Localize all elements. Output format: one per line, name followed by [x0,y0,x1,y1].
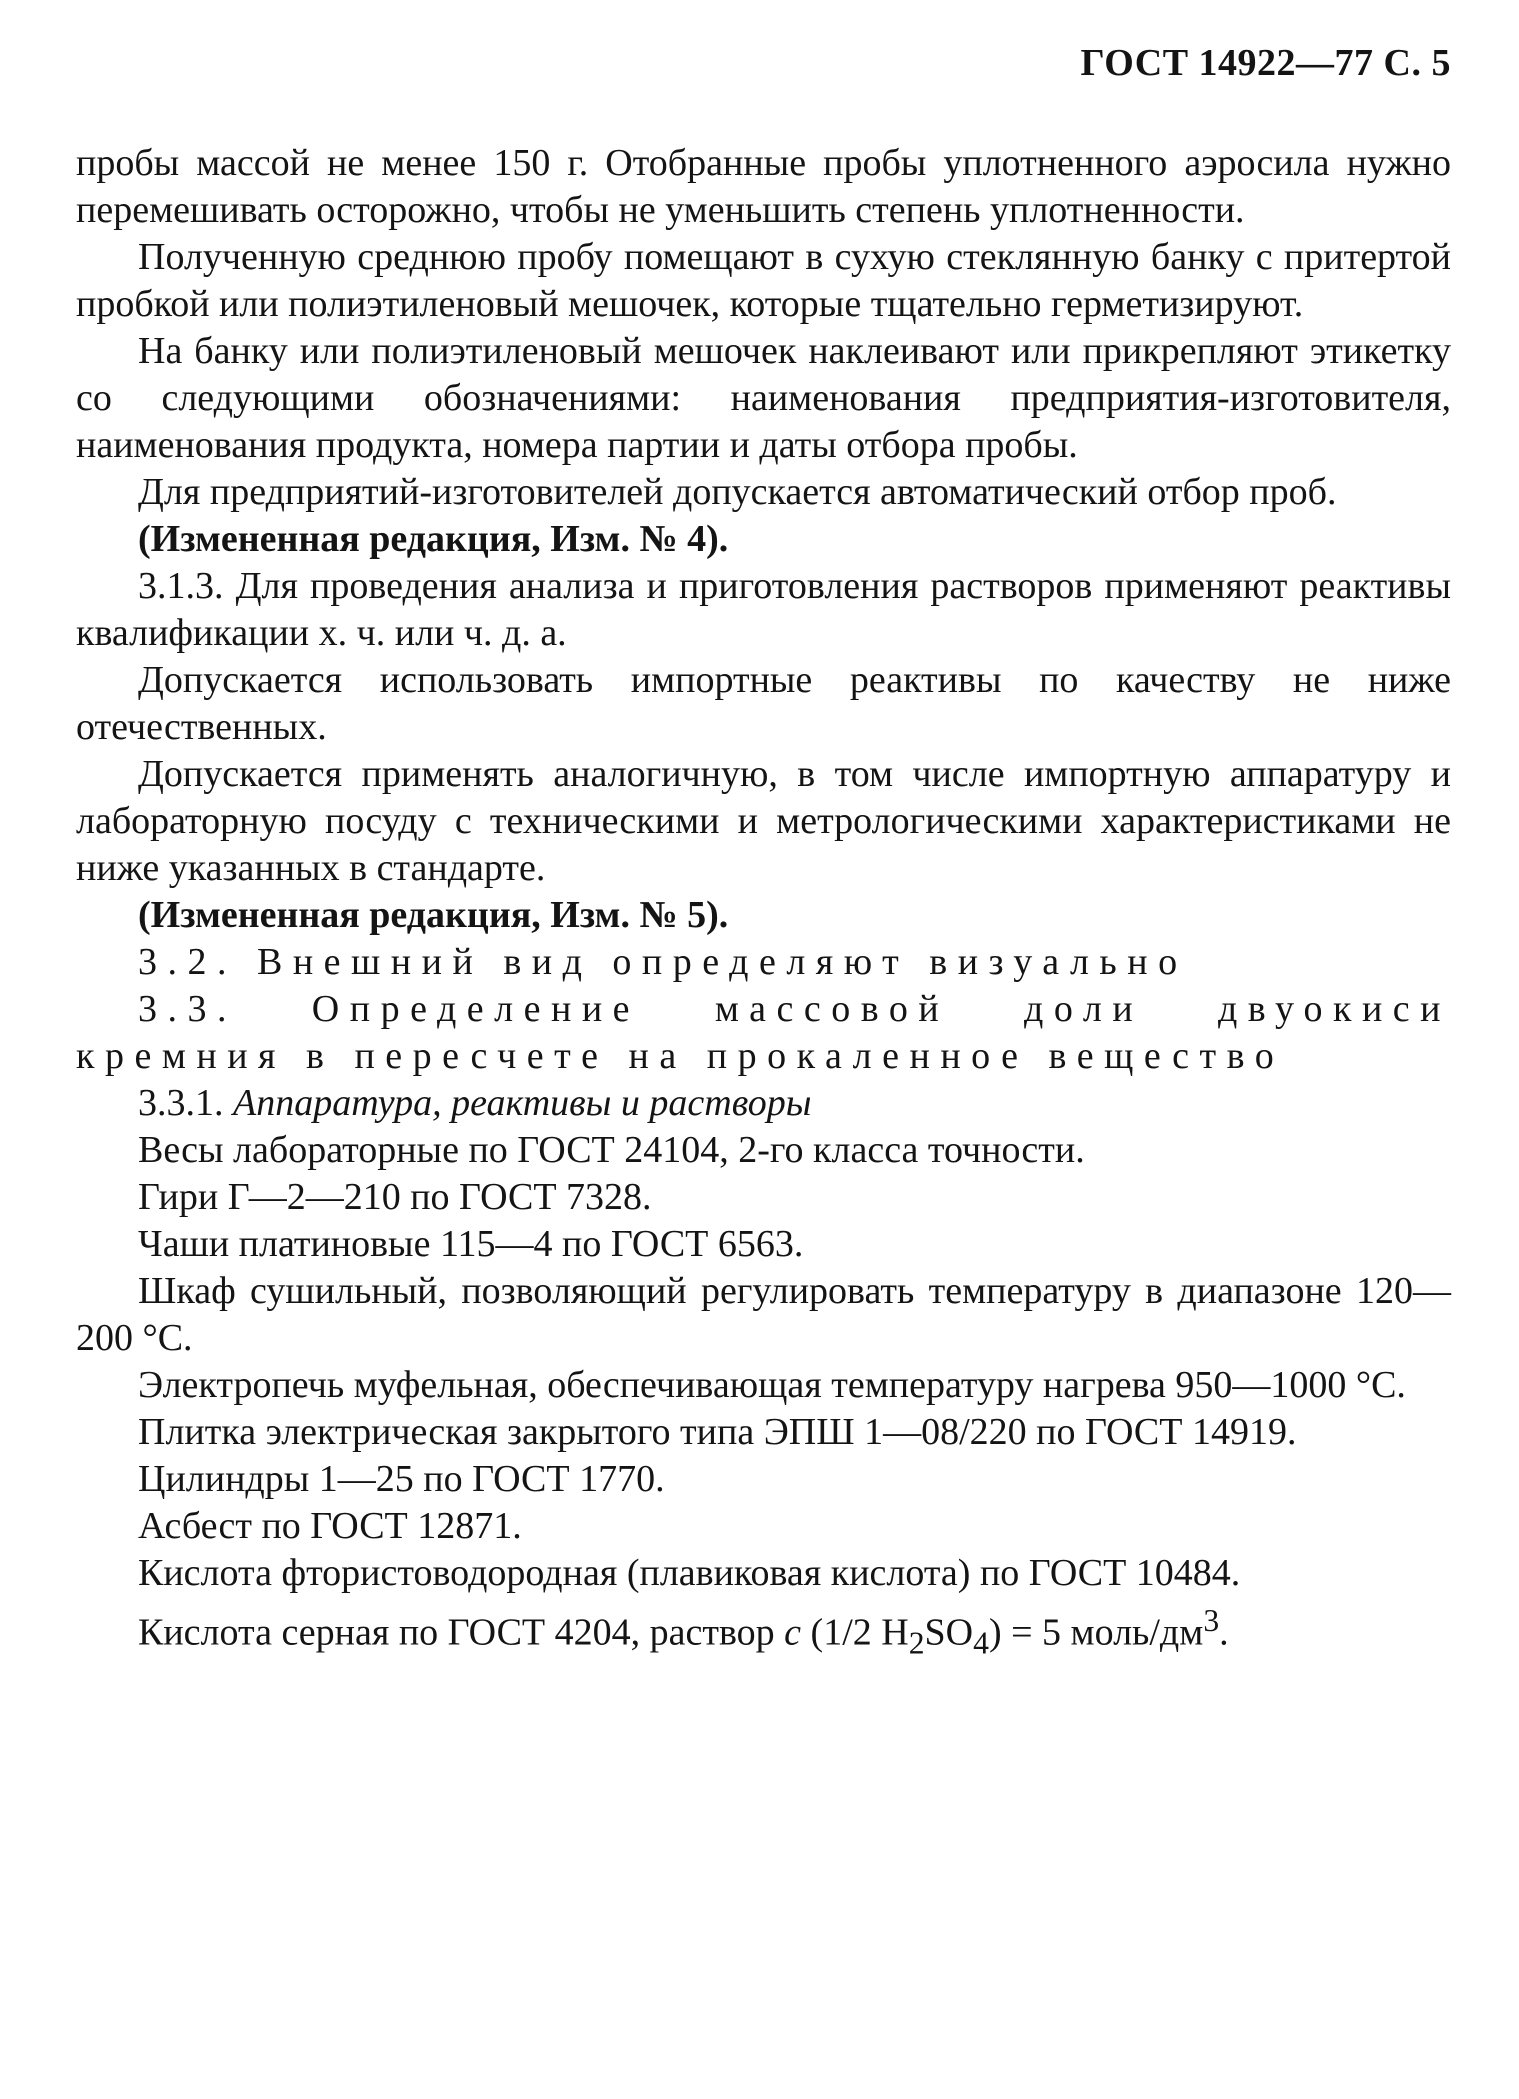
text-fragment: SO [924,1611,974,1654]
equipment-drying-oven: Шкаф сушильный, позволяющий регулировать температуру в диапазоне 120—200 °С. [76,1270,1451,1359]
paragraph-3: На банку или полиэтиленовый мешочек наклеивают или прикрепляют этикетку со следующими обозначениями: наименования предприятия-изготовителя, наименования продукта, номера партии и даты отбора пробы. [76,330,1451,466]
paragraph-1: пробы массой не менее 150 г. Отобранные пробы уплотненного аэросила нужно перемешивать осторожно, чтобы не уменьшить степень уплотненности. [76,142,1451,231]
clause-3-2-heading: 3.2. Внешний вид определяют визуально [138,941,1188,983]
material-asbestos: Асбест по ГОСТ 12871. [138,1505,522,1547]
paragraph-4: Для предприятий-изготовителей допускается автоматический отбор проб. [138,471,1337,513]
reagent-hydrofluoric-acid: Кислота фтористоводородная (плавиковая кислота) по ГОСТ 10484. [138,1552,1241,1594]
revision-note-5: (Измененная редакция, Изм. № 5). [138,894,729,936]
revision-note-4: (Измененная редакция, Изм. № 4). [138,518,729,560]
text-fragment: c [784,1611,802,1654]
subscript: 2 [908,1625,925,1661]
clause-3-3-1 [76,1080,1451,1127]
equipment-platinum-dishes: Чаши платиновые 115—4 по ГОСТ 6563. [138,1223,804,1265]
subscript: 4 [973,1625,989,1661]
page-header: ГОСТ 14922—77 С. 5 [1080,42,1451,84]
paragraph-8: Допускается применять аналогичную, в том числе импортную аппаратуру и лабораторную посуду с техническими и метрологическими характеристиками не ниже указанных в стандарте. [76,753,1451,889]
text-fragment: ) = 5 моль/дм [988,1611,1204,1654]
paragraph-2: Полученную среднюю пробу помещают в сухую стеклянную банку с притертой пробкой или полиэтиленовый мешочек, которые тщательно герметизируют. [76,236,1451,325]
equipment-weights: Гири Г—2—210 по ГОСТ 7328. [138,1176,652,1218]
document-body [76,140,1451,1666]
clause-title: Аппаратура, реактивы и растворы [233,1082,812,1124]
text-fragment: . [1219,1611,1229,1654]
equipment-cylinders: Цилиндры 1—25 по ГОСТ 1770. [138,1458,665,1500]
paragraph-7: Допускается использовать импортные реактивы по качеству не ниже отечественных. [76,659,1451,748]
clause-3-1-3: 3.1.3. Для проведения анализа и приготовления растворов применяют реактивы квалификации х. ч. или ч. д. а. [76,565,1451,654]
equipment-hotplate: Плитка электрическая закрытого типа ЭПШ 1—08/220 по ГОСТ 14919. [138,1411,1297,1453]
clause-number: 3.3.1. [138,1082,224,1124]
equipment-scales: Весы лабораторные по ГОСТ 24104, 2-го класса точности. [138,1129,1085,1171]
superscript: 3 [1203,1603,1220,1638]
equipment-muffle-furnace: Электропечь муфельная, обеспечивающая температуру нагрева 950—1000 °С. [138,1364,1406,1406]
reagent-sulfuric-acid [76,1597,1451,1666]
text-fragment: Кислота серная по ГОСТ 4204, раствор [138,1611,785,1654]
text-fragment: (1/2 H [801,1611,909,1654]
clause-3-3-heading: 3.3. Определение массовой доли двуокиси кремния в пересчете на прокаленное вещество [76,988,1451,1077]
